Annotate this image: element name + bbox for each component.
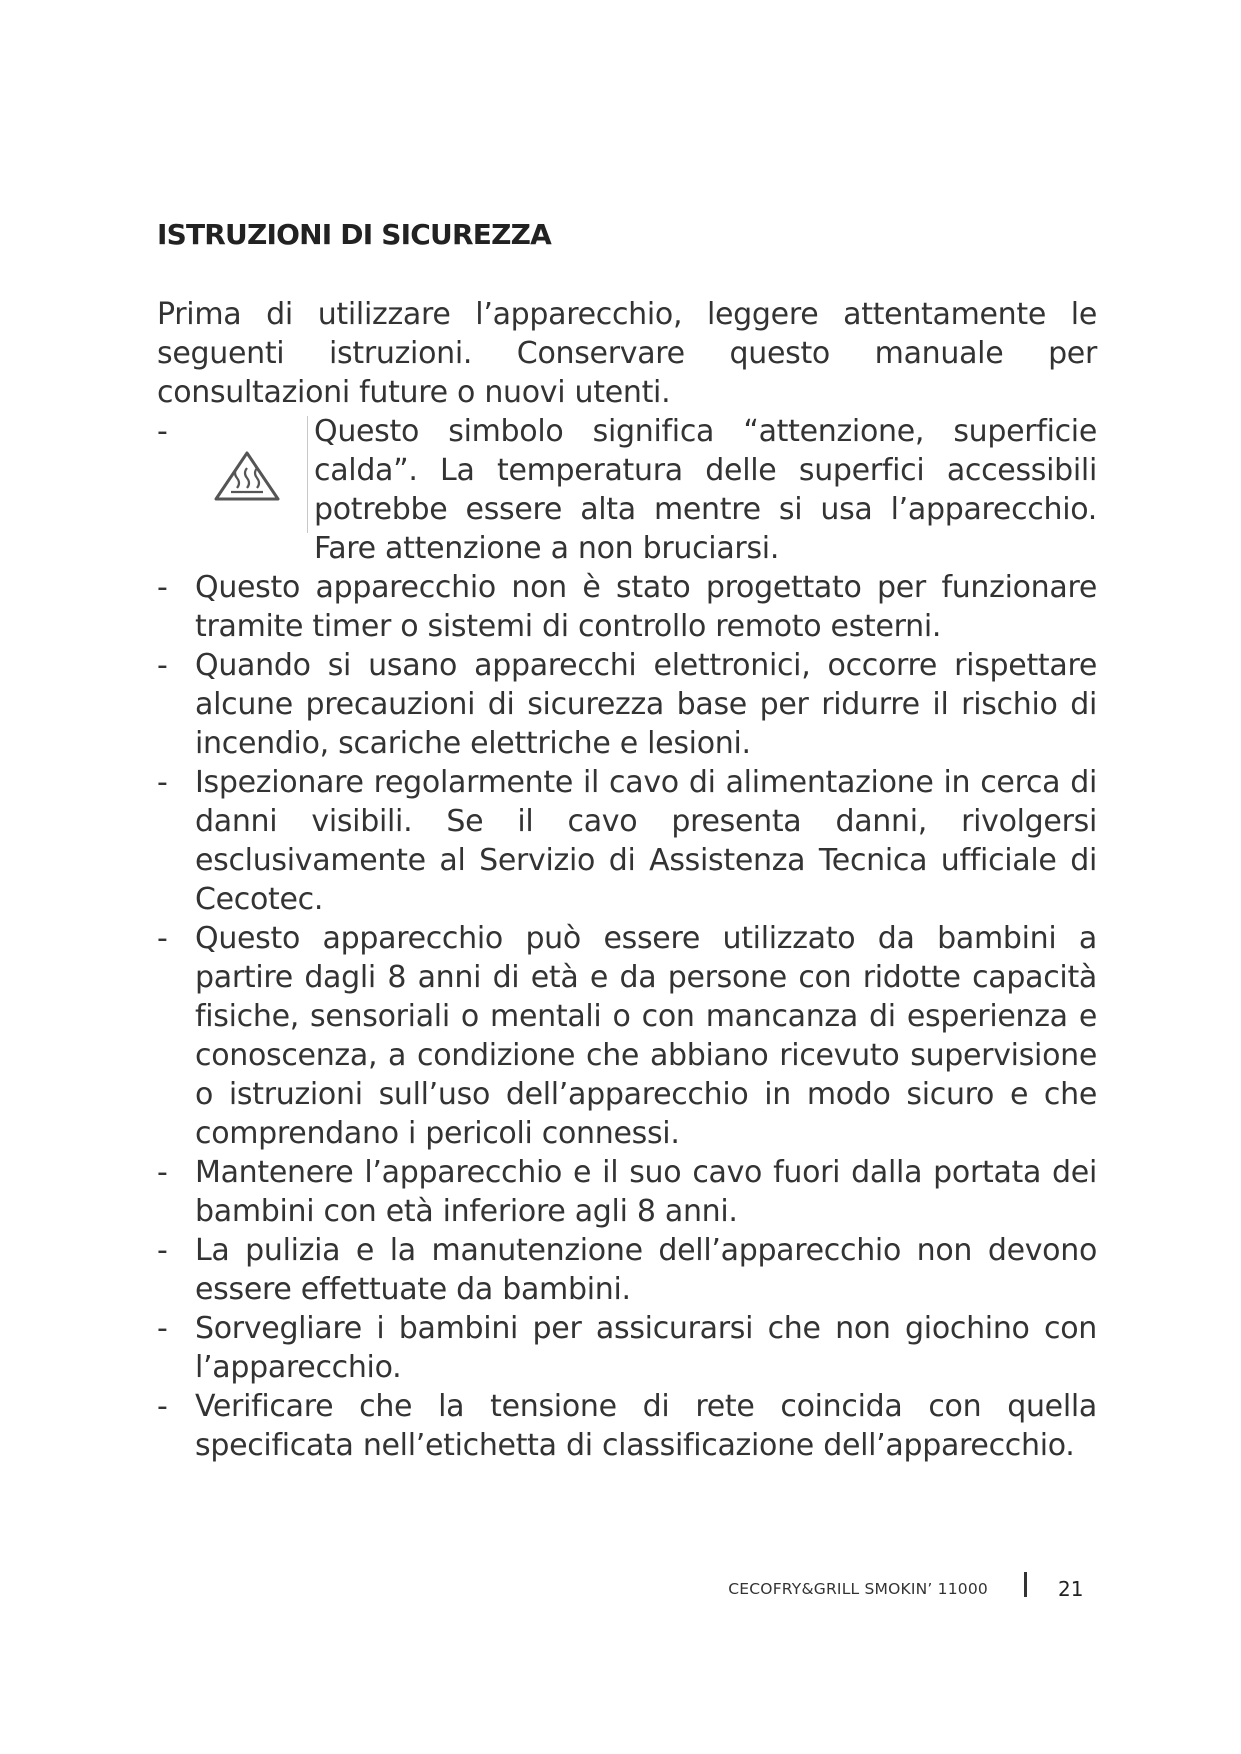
bullet-dash: - xyxy=(157,1311,168,1346)
page-footer xyxy=(700,1572,1100,1602)
list-item xyxy=(157,1387,1097,1465)
list-item xyxy=(157,646,1097,763)
list-item-text: Mantenere l’apparecchio e il suo cavo fuori dalla portata dei bambini con età inferiore agli 8 anni. xyxy=(195,1155,1097,1229)
footer-model-name: CECOFRY&GRILL SMOKIN’ 11000 xyxy=(728,1580,988,1598)
list-item xyxy=(157,412,1097,568)
list-item-text: Questo apparecchio non è stato progettato per funzionare tramite timer o sistemi di controllo remoto esterni. xyxy=(195,570,1097,644)
list-item xyxy=(157,1231,1097,1309)
bullet-dash: - xyxy=(157,648,168,683)
list-item xyxy=(157,763,1097,919)
list-item-text: Questo simbolo significa “attenzione, superficie calda”. La temperatura delle superfici accessibili potrebbe essere alta mentre si usa l’apparecchio. Fare attenzione a non bruciarsi. xyxy=(314,414,1097,566)
bullet-dash: - xyxy=(157,1233,168,1268)
bullet-dash: - xyxy=(157,1155,168,1190)
list-item-text: Quando si usano apparecchi elettronici, occorre rispettare alcune precauzioni di sicurezza base per ridurre il rischio di incendio, scariche elettriche e lesioni. xyxy=(195,648,1097,761)
list-item-text: La pulizia e la manutenzione dell’apparecchio non devono essere effettuate da bambini. xyxy=(195,1233,1097,1307)
page-number: 21 xyxy=(1058,1577,1084,1601)
safety-list xyxy=(157,412,1097,1465)
bullet-dash: - xyxy=(157,414,168,449)
list-item xyxy=(157,919,1097,1153)
bullet-dash: - xyxy=(157,765,168,800)
safety-instructions xyxy=(157,295,1097,1465)
intro-paragraph: Prima di utilizzare l’apparecchio, leggere attentamente le seguenti istruzioni. Conservare questo manuale per consultazioni future o nuovi utenti. xyxy=(157,297,1097,410)
footer-divider xyxy=(1024,1572,1027,1597)
list-item-text: Verificare che la tensione di rete coincida con quella specificata nell’etichetta di classificazione dell’apparecchio. xyxy=(195,1389,1097,1463)
bullet-dash: - xyxy=(157,570,168,605)
list-item xyxy=(157,568,1097,646)
list-item-text: Ispezionare regolarmente il cavo di alimentazione in cerca di danni visibili. Se il cavo presenta danni, rivolgersi esclusivamente al Servizio di Assistenza Tecnica ufficiale di Cecotec. xyxy=(195,765,1097,917)
list-item xyxy=(157,1153,1097,1231)
bullet-dash: - xyxy=(157,921,168,956)
hot-surface-warning-icon xyxy=(195,416,308,533)
section-title: ISTRUZIONI DI SICUREZZA xyxy=(157,218,551,251)
list-item xyxy=(157,1309,1097,1387)
list-item-text: Questo apparecchio può essere utilizzato da bambini a partire dagli 8 anni di età e da persone con ridotte capacità fisiche, sensoriali o mentali o con mancanza di esperienza e conoscenza, a condizione che abbiano ricevuto supervisione o istruzioni sull’uso dell’apparecchio in modo sicuro e che comprendano i pericoli connessi. xyxy=(195,921,1097,1151)
bullet-dash: - xyxy=(157,1389,168,1424)
list-item-text: Sorvegliare i bambini per assicurarsi che non giochino con l’apparecchio. xyxy=(195,1311,1097,1385)
